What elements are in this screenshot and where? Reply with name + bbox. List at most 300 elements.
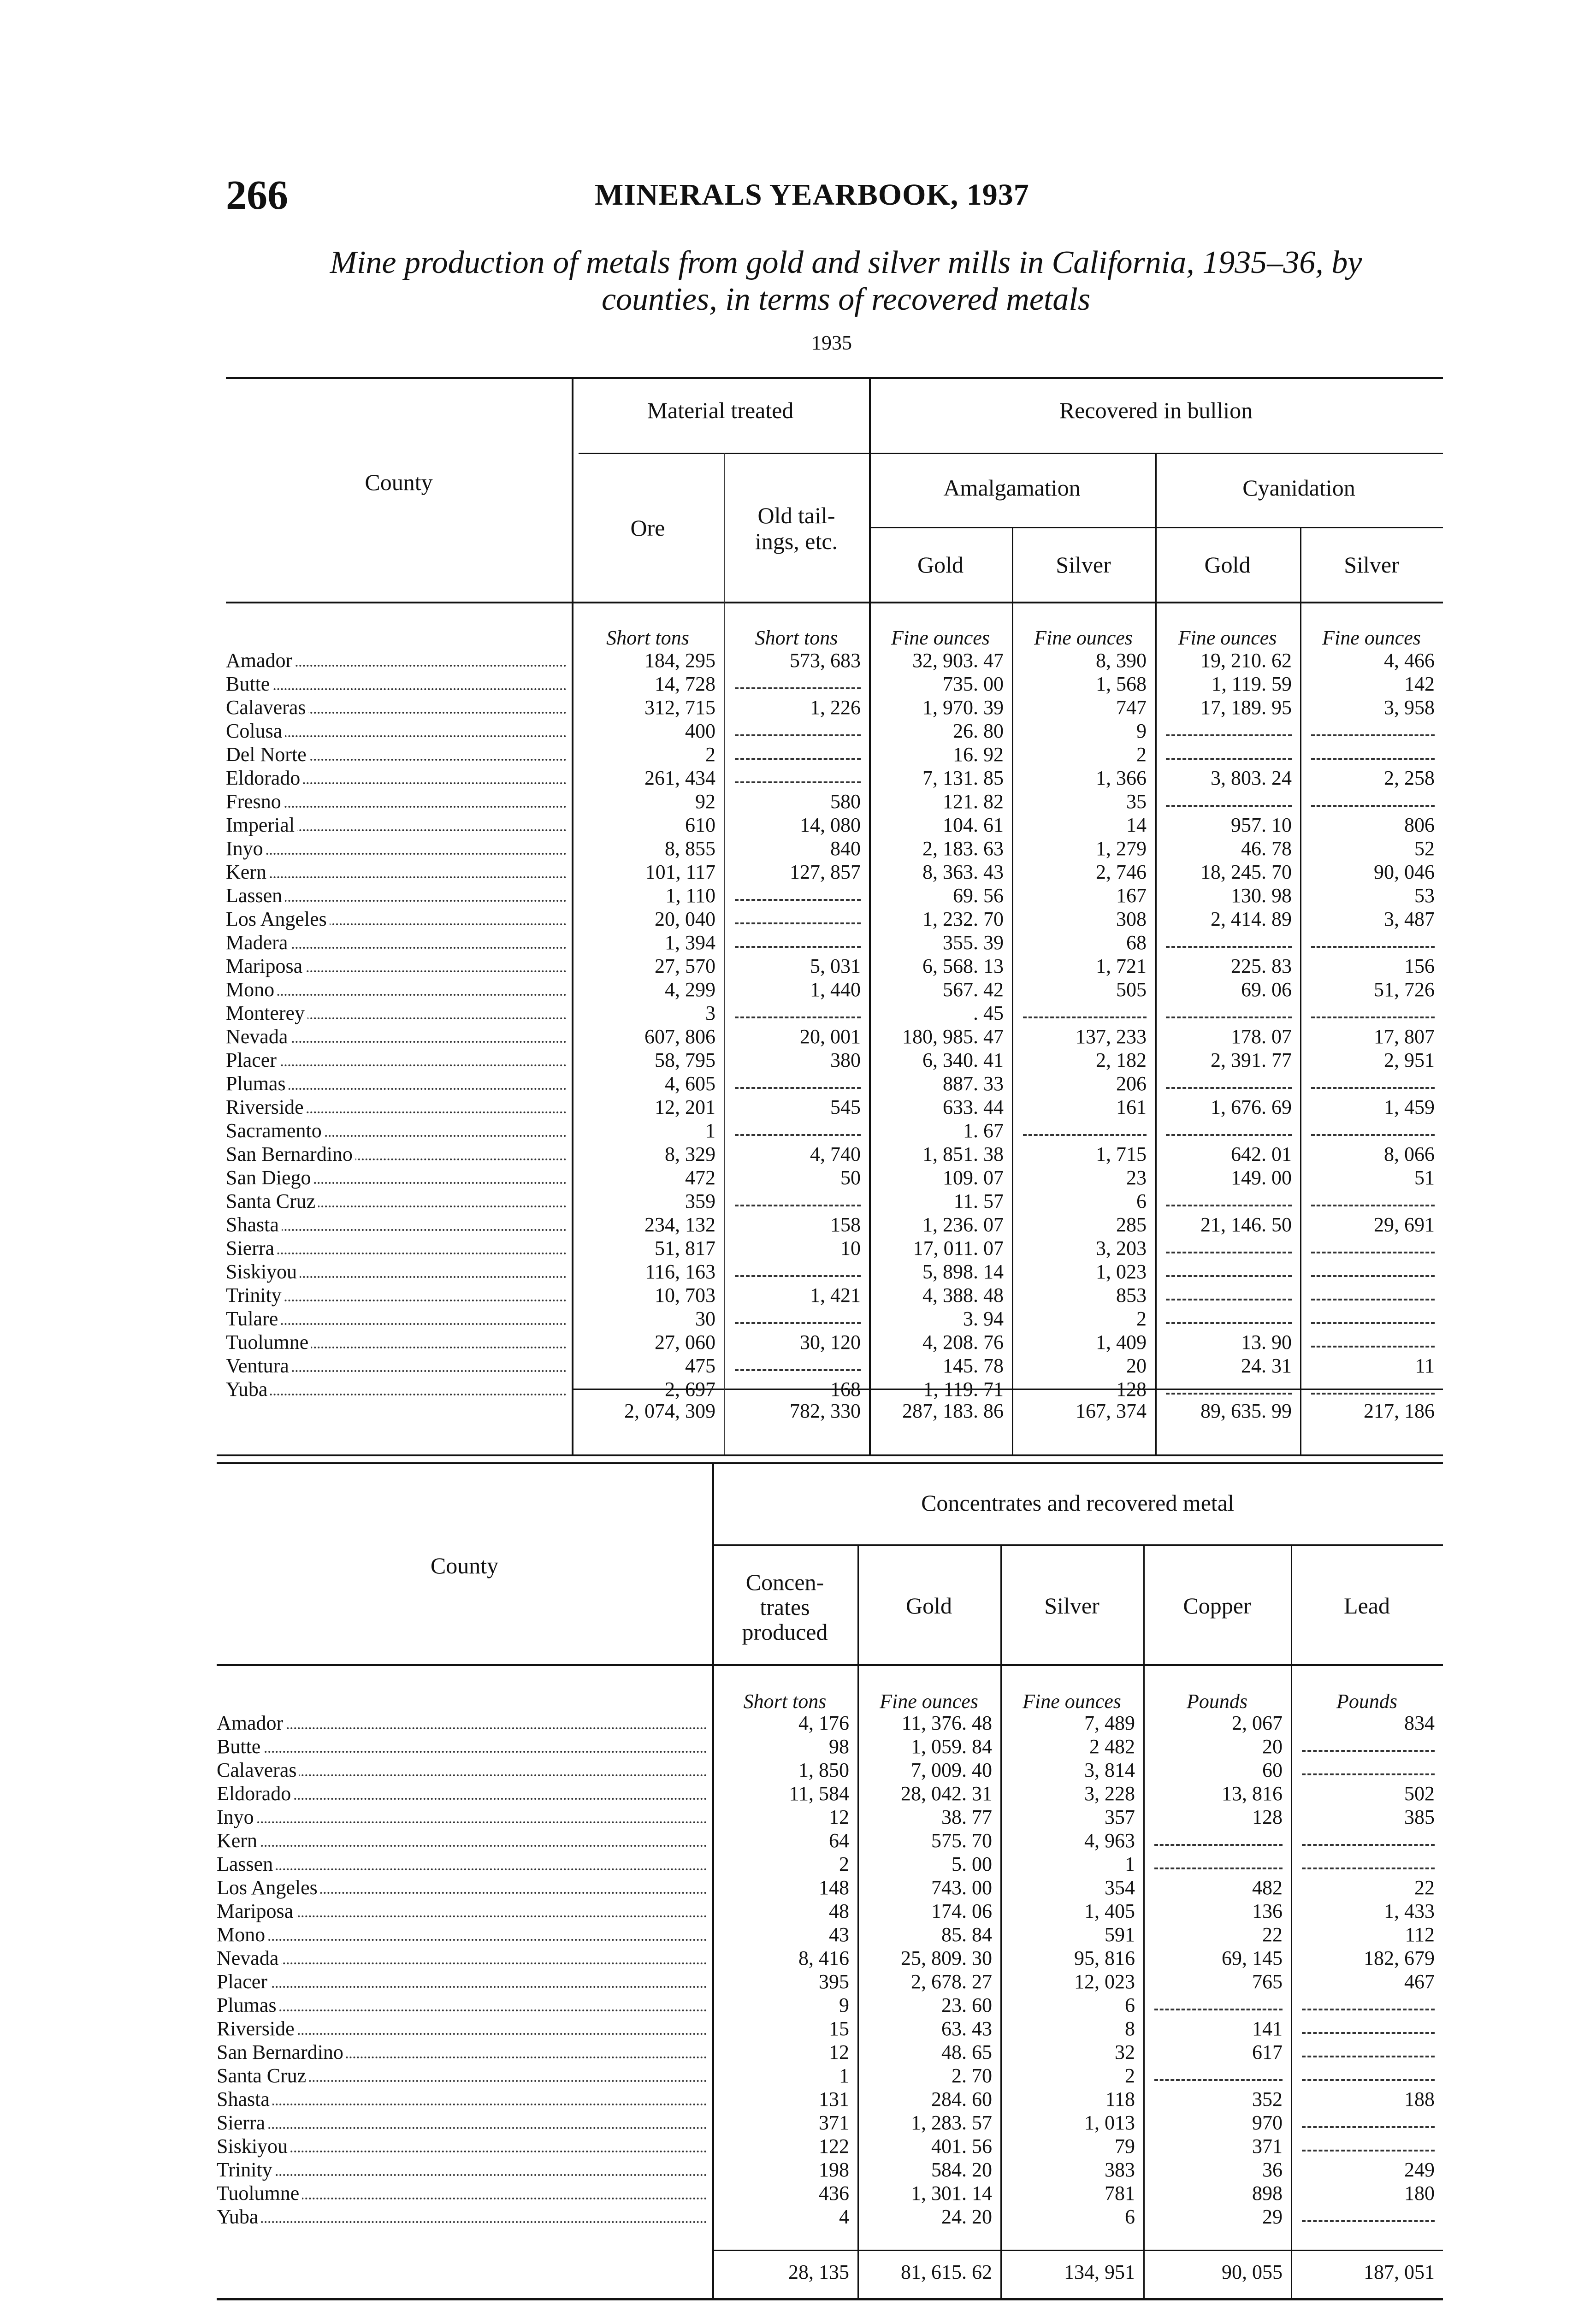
table2-header-rule <box>217 1664 1443 1666</box>
table1-cell-cy-silver: 29, 691 <box>1374 1213 1435 1236</box>
table2-county-name: Nevada <box>217 1947 281 1969</box>
table1-unit-am-gold: Fine ounces <box>891 626 990 649</box>
table1-cell-cy-silver: 3, 487 <box>1384 908 1435 930</box>
table1-row <box>226 837 1443 860</box>
table2-cell-copper: 141 <box>1252 2017 1283 2040</box>
table1-cell-old: 168 <box>830 1378 861 1401</box>
table2-cell-silver: 3, 228 <box>1084 1782 1135 1805</box>
table2-cell-silver: 6 <box>1125 2205 1135 2228</box>
table1-cell-ore: 101, 117 <box>645 861 715 883</box>
table1-county-cell <box>226 884 572 907</box>
table2-cell-copper: 29 <box>1262 2205 1283 2228</box>
table2-county-name: Los Angeles <box>217 1876 320 1899</box>
table1-county-name: Placer <box>226 1049 279 1071</box>
table1-cell-am-gold: 5, 898. 14 <box>922 1260 1004 1283</box>
table1-cell-am-silver: 505 <box>1116 978 1147 1001</box>
table2-cell-silver: 357 <box>1105 1806 1135 1828</box>
table1-cell-cy-gold: 2, 391. 77 <box>1211 1049 1292 1071</box>
table2-county-cell <box>217 1899 712 1923</box>
table2-cell-gold: 85. 84 <box>941 1923 992 1946</box>
table1-cell-cy-gold <box>1155 1119 1300 1142</box>
table2-cell-gold: 401. 56 <box>931 2135 992 2157</box>
table2-county-name: Inyo <box>217 1806 257 1828</box>
table1-cell-cy-silver: 52 <box>1414 837 1435 860</box>
table2-cell-lead: 467 <box>1404 1970 1435 1993</box>
table1-cell-am-gold: 11. 57 <box>953 1190 1004 1212</box>
table1-cell-old: 14, 080 <box>800 814 861 836</box>
table1-cell-am-gold: 1, 236. 07 <box>922 1213 1004 1236</box>
table1-row <box>226 1283 1443 1307</box>
table2-cell-silver: 781 <box>1105 2182 1135 2205</box>
table2-county-name: San Bernardino <box>217 2041 346 2063</box>
table2-cell-lead: 112 <box>1405 1923 1435 1946</box>
table-title <box>228 244 1464 318</box>
table1-cell-am-silver: 2 <box>1136 743 1147 766</box>
table2-county-cell <box>217 1711 712 1735</box>
table1-header-rule <box>226 602 1443 603</box>
table2-county-cell <box>217 1946 712 1970</box>
table1-cell-cy-gold: 24. 31 <box>1241 1354 1292 1377</box>
table2-cell-silver: 354 <box>1105 1876 1135 1899</box>
table1-county-name: Calaveras <box>226 696 308 719</box>
table1-bottom-rule-1 <box>217 1454 1443 1456</box>
table2-row <box>217 1946 1443 1970</box>
table1-county-cell <box>226 813 572 837</box>
table1-unit-am-silver: Fine ounces <box>1034 626 1133 649</box>
table1-cell-cy-gold <box>1155 1283 1300 1307</box>
table1-cell-am-gold: 567. 42 <box>943 978 1004 1001</box>
table2-county-cell <box>217 1876 712 1899</box>
table1-cell-am-silver: 8, 390 <box>1096 649 1147 672</box>
table2-row <box>217 2017 1443 2040</box>
table1-county-cell <box>226 1236 572 1260</box>
table1-cell-am-silver: 1, 409 <box>1096 1331 1147 1353</box>
table2-county-name: Mono <box>217 1923 268 1946</box>
table1-cell-cy-silver: 2, 951 <box>1384 1049 1435 1071</box>
table2-cell-lead <box>1291 1852 1443 1876</box>
table1-cell-old <box>724 766 869 790</box>
table1-cell-cy-silver: 3, 958 <box>1384 696 1435 719</box>
table1-cell-cy-gold: 69. 06 <box>1241 978 1292 1001</box>
table2-header-county: County <box>430 1553 499 1578</box>
table2-cell-lead: 834 <box>1404 1712 1435 1734</box>
table2-cell-conc: 48 <box>829 1900 849 1922</box>
table1-row <box>226 1354 1443 1377</box>
table1-cell-am-silver: 167 <box>1116 884 1147 907</box>
table2-cell-lead <box>1291 1735 1443 1758</box>
table1-county-cell <box>226 907 572 931</box>
table2-cell-lead <box>1291 1829 1443 1852</box>
table1-cell-ore: 12, 201 <box>655 1096 715 1118</box>
table1-county-name: Lassen <box>226 884 285 907</box>
table1-total-cy-gold: 89, 635. 99 <box>1200 1400 1292 1422</box>
table2-cell-lead <box>1291 2017 1443 2040</box>
table1-total-ore: 2, 074, 309 <box>624 1400 715 1422</box>
table1-row <box>226 1260 1443 1283</box>
table2-group-rule <box>712 1544 1443 1546</box>
table1-cell-cy-silver <box>1300 1236 1443 1260</box>
table2-row <box>217 2111 1443 2134</box>
table1-county-name: Del Norte <box>226 743 309 766</box>
table2-county-cell <box>217 1923 712 1946</box>
table1-cell-ore: 20, 040 <box>655 908 715 930</box>
table2-cell-lead: 188 <box>1404 2088 1435 2110</box>
table1-cell-cy-silver: 53 <box>1414 884 1435 907</box>
table2-row <box>217 1993 1443 2017</box>
table1-cell-old <box>724 1001 869 1025</box>
table2-header-group: Concentrates and recovered metal <box>921 1490 1234 1516</box>
table2-cell-silver: 8 <box>1125 2017 1135 2040</box>
table1-cell-ore: 116, 163 <box>645 1260 715 1283</box>
table1-cell-am-gold: 1, 119. 71 <box>923 1378 1004 1401</box>
table1-county-name: Amador <box>226 649 295 672</box>
table1-county-cell <box>226 743 572 766</box>
table1-cell-ore: 261, 434 <box>644 767 715 789</box>
table1-cell-cy-gold <box>1155 1236 1300 1260</box>
table1-top-rule <box>226 377 1443 379</box>
table1-cell-am-gold: 17, 011. 07 <box>913 1237 1004 1259</box>
table2-cell-conc: 15 <box>829 2017 849 2040</box>
table1-cell-cy-silver: 8, 066 <box>1384 1143 1435 1165</box>
table2-cell-lead <box>1291 2064 1443 2087</box>
table2-row <box>217 1805 1443 1829</box>
table1-row <box>226 649 1443 672</box>
table2-cell-conc: 98 <box>829 1735 849 1758</box>
table1-header-am-gold: Gold <box>917 552 964 578</box>
table1-cell-am-silver: 2 <box>1136 1307 1147 1330</box>
table2-cell-lead: 180 <box>1404 2182 1435 2205</box>
table1-county-cell <box>226 790 572 813</box>
table1-cell-cy-silver <box>1300 1307 1443 1330</box>
table2-total-label <box>217 2260 712 2284</box>
table1-cell-am-silver: 308 <box>1116 908 1147 930</box>
table2-cell-silver: 7, 489 <box>1084 1712 1135 1734</box>
table1-bottom-rule-2 <box>217 1462 1443 1464</box>
table2-cell-copper: 22 <box>1262 1923 1283 1946</box>
table1-cell-cy-gold <box>1155 790 1300 813</box>
table1-cell-am-silver: 747 <box>1116 696 1147 719</box>
table1-row <box>226 978 1443 1001</box>
table1-cell-old: 50 <box>840 1166 861 1189</box>
table2-cell-lead: 1, 433 <box>1384 1900 1435 1922</box>
table1-cell-am-gold: 69. 56 <box>953 884 1004 907</box>
table1-cell-ore: 472 <box>685 1166 715 1189</box>
table1-cell-am-gold: 1, 232. 70 <box>922 908 1004 930</box>
table1-header-old-tailings-l1: Old tail- <box>757 502 835 528</box>
table2-cell-lead <box>1291 1758 1443 1782</box>
table1-county-name: Riverside <box>226 1096 307 1118</box>
table2-cell-conc: 4 <box>839 2205 849 2228</box>
table1-cell-cy-gold: 17, 189. 95 <box>1200 696 1292 719</box>
table1-cell-cy-silver <box>1300 1189 1443 1213</box>
table2-county-name: Sierra <box>217 2111 268 2134</box>
table1-cell-cy-gold <box>1155 1377 1300 1401</box>
table2-cell-conc: 198 <box>819 2158 849 2181</box>
table1-cell-cy-silver <box>1300 743 1443 766</box>
table1-cell-cy-gold: 225. 83 <box>1231 955 1292 977</box>
table1-county-name: Colusa <box>226 720 285 742</box>
table1-county-cell <box>226 1095 572 1119</box>
table1-cell-am-gold: 1. 67 <box>963 1119 1004 1142</box>
table1-cell-cy-gold <box>1155 1072 1300 1095</box>
table2-row <box>217 1852 1443 1876</box>
table2-header-gold: Gold <box>906 1593 952 1619</box>
table1-header-material-treated: Material treated <box>647 397 794 423</box>
table2-cell-conc: 2 <box>839 1853 849 1875</box>
table1-unit-old: Short tons <box>755 626 838 649</box>
table2-cell-copper: 60 <box>1262 1759 1283 1781</box>
table2-unit-lead: Pounds <box>1336 1690 1397 1713</box>
table1-cell-old <box>724 1189 869 1213</box>
table1-cell-old <box>724 719 869 743</box>
table2-cell-gold: 584. 20 <box>931 2158 992 2181</box>
table2-cell-gold: 575. 70 <box>931 1829 992 1852</box>
table2-total-gold: 81, 615. 62 <box>901 2261 992 2283</box>
table1-cell-am-silver <box>1012 1001 1155 1025</box>
table2-cell-silver: 383 <box>1105 2158 1135 2181</box>
table2-cell-silver: 6 <box>1125 1994 1135 2016</box>
table1-cell-am-gold: 887. 33 <box>943 1072 1004 1095</box>
table1-cell-old: 4, 740 <box>810 1143 861 1165</box>
table1-county-cell <box>226 1119 572 1142</box>
table2-cell-conc: 9 <box>839 1994 849 2016</box>
table2-cell-gold: 38. 77 <box>941 1806 992 1828</box>
table2-cell-copper: 352 <box>1252 2088 1283 2110</box>
table1-county-name: Trinity <box>226 1284 284 1306</box>
table1-cell-cy-gold: 957. 10 <box>1231 814 1292 836</box>
table1-cell-cy-silver: 17, 807 <box>1374 1025 1435 1048</box>
table1-county-name: Mono <box>226 978 277 1001</box>
table1-unit-cy-silver: Fine ounces <box>1322 626 1421 649</box>
table1-cell-ore: 610 <box>685 814 715 836</box>
table1-cell-am-gold: 121. 82 <box>943 790 1004 813</box>
table2-cell-copper: 20 <box>1262 1735 1283 1758</box>
table1-cell-cy-gold: 1, 676. 69 <box>1211 1096 1292 1118</box>
table1-cell-cy-silver: 51, 726 <box>1374 978 1435 1001</box>
table1-cell-am-gold: 16. 92 <box>953 743 1004 766</box>
table1-county-name: Imperial <box>226 814 297 836</box>
table2-row <box>217 2040 1443 2064</box>
table1-county-name: Siskiyou <box>226 1260 300 1283</box>
table2-total-row <box>217 2260 1443 2284</box>
table1-cell-cy-gold: 1, 119. 59 <box>1211 673 1292 695</box>
table1-cell-am-gold: 180, 985. 47 <box>902 1025 1004 1048</box>
table1-cell-ore: 312, 715 <box>644 696 715 719</box>
table1-county-name: Los Angeles <box>226 908 330 930</box>
table2-cell-copper: 128 <box>1252 1806 1283 1828</box>
table1-cell-am-silver: 1, 715 <box>1096 1143 1147 1165</box>
table2-cell-conc: 371 <box>819 2111 849 2134</box>
table1-row <box>226 1048 1443 1072</box>
table2-cell-copper: 2, 067 <box>1232 1712 1283 1734</box>
table2-row <box>217 1829 1443 1852</box>
table1-county-cell <box>226 978 572 1001</box>
table2-cell-copper: 970 <box>1252 2111 1283 2134</box>
table2-cell-silver: 2 <box>1125 2064 1135 2087</box>
table1-county-cell <box>226 1260 572 1283</box>
table2-county-name: Lassen <box>217 1853 276 1875</box>
table2-county-name: Siskiyou <box>217 2135 290 2157</box>
table1-cell-old: 580 <box>830 790 861 813</box>
table1-cell-cy-silver <box>1300 931 1443 954</box>
table1-cell-ore: 14, 728 <box>655 673 715 695</box>
table2-cell-lead: 249 <box>1404 2158 1435 2181</box>
table1-cell-cy-gold: 642. 01 <box>1231 1143 1292 1165</box>
table2-cell-gold: 48. 65 <box>941 2041 992 2063</box>
table1-cell-old: 158 <box>830 1213 861 1236</box>
table1-cell-ore: 92 <box>695 790 715 813</box>
table1-cell-old <box>724 1119 869 1142</box>
table2-cell-silver: 2 482 <box>1089 1735 1135 1758</box>
table1-cell-ore: 234, 132 <box>644 1213 715 1236</box>
table2-county-name: Plumas <box>217 1994 279 2016</box>
table2-cell-gold: 1, 059. 84 <box>911 1735 992 1758</box>
table2-cell-conc: 4, 176 <box>798 1712 849 1734</box>
table1-cell-old <box>724 907 869 931</box>
table2-cell-conc: 131 <box>819 2088 849 2110</box>
table1-county-cell <box>226 1048 572 1072</box>
table1-unit-ore: Short tons <box>606 626 689 649</box>
table1-county-name: Madera <box>226 931 290 954</box>
table2-cell-conc: 1, 850 <box>798 1759 849 1781</box>
table2-header-concentrates <box>712 1570 857 1644</box>
table1-cell-ore: 51, 817 <box>655 1237 715 1259</box>
table1-cell-old: 1, 440 <box>810 978 861 1001</box>
table1-row <box>226 1001 1443 1025</box>
table1-cell-cy-gold: 3, 803. 24 <box>1211 767 1292 789</box>
table1-cell-am-gold: 3. 94 <box>963 1307 1004 1330</box>
table2-cell-copper: 765 <box>1252 1970 1283 1993</box>
table1-cell-cy-gold: 18, 245. 70 <box>1200 861 1292 883</box>
table1-row <box>226 1377 1443 1401</box>
table1-cell-am-silver: 285 <box>1116 1213 1147 1236</box>
table1-cell-ore: 607, 806 <box>644 1025 715 1048</box>
table1-cell-old: 380 <box>830 1049 861 1071</box>
table1-county-cell <box>226 1330 572 1354</box>
table2-body <box>217 1711 1443 2228</box>
table1-county-name: Tulare <box>226 1307 281 1330</box>
table2-row <box>217 2087 1443 2111</box>
table1-cell-cy-silver: 142 <box>1404 673 1435 695</box>
table2-cell-gold: 11, 376. 48 <box>901 1712 992 1734</box>
table2-cell-silver: 1, 405 <box>1084 1900 1135 1922</box>
table1-cell-am-silver: 68 <box>1126 931 1147 954</box>
table2-cell-gold: 7, 009. 40 <box>911 1759 992 1781</box>
table1-totals <box>226 1399 1443 1423</box>
table1-cell-cy-silver: 4, 466 <box>1384 649 1435 672</box>
table2-county-cell <box>217 1805 712 1829</box>
table1-row <box>226 813 1443 837</box>
table1-cell-am-gold: 6, 340. 41 <box>922 1049 1004 1071</box>
table2-county-cell <box>217 2087 712 2111</box>
table2-row <box>217 2181 1443 2205</box>
table1-cell-am-silver: 161 <box>1116 1096 1147 1118</box>
table2-county-cell <box>217 1758 712 1782</box>
table1-row <box>226 1330 1443 1354</box>
table1-row <box>226 1025 1443 1048</box>
table1-row <box>226 1095 1443 1119</box>
table1-cell-am-silver: 35 <box>1126 790 1147 813</box>
table1-county-name: Tuolumne <box>226 1331 311 1353</box>
table1-cell-ore: 3 <box>705 1002 715 1024</box>
table1-county-name: Mariposa <box>226 955 305 977</box>
table1-cell-am-gold: 145. 78 <box>943 1354 1004 1377</box>
table1-cell-old: 5, 031 <box>810 955 861 977</box>
table2-cell-silver: 12, 023 <box>1074 1970 1135 1993</box>
table1-county-cell <box>226 1025 572 1048</box>
table1-cell-cy-silver: 156 <box>1404 955 1435 977</box>
table2-county-name: Trinity <box>217 2158 275 2181</box>
table2-row <box>217 2158 1443 2181</box>
table2-county-cell <box>217 2205 712 2228</box>
table2-row <box>217 2064 1443 2087</box>
table1-cell-cy-gold: 21, 146. 50 <box>1200 1213 1292 1236</box>
table1-cell-cy-gold <box>1155 931 1300 954</box>
table2-cell-copper: 36 <box>1262 2158 1283 2181</box>
table1-header-old-tailings <box>724 502 869 554</box>
table1-row <box>226 1213 1443 1236</box>
table1-county-cell <box>226 1377 572 1401</box>
table1-cell-am-gold: 8, 363. 43 <box>922 861 1004 883</box>
table1-cell-ore: 184, 295 <box>644 649 715 672</box>
table1-cell-old <box>724 1354 869 1377</box>
table1-county-cell <box>226 954 572 978</box>
table2-county-cell <box>217 1735 712 1758</box>
table2-cell-lead: 182, 679 <box>1364 1947 1435 1969</box>
table1-header-cy-gold: Gold <box>1204 552 1251 578</box>
table2-county-cell <box>217 1970 712 1993</box>
table2-unit-conc: Short tons <box>743 1690 827 1713</box>
table1-cell-old: 127, 857 <box>790 861 861 883</box>
table2-row <box>217 1899 1443 1923</box>
table1-cell-cy-gold: 130. 98 <box>1231 884 1292 907</box>
table2-total-silver: 134, 951 <box>1064 2261 1135 2283</box>
table1-header-ore: Ore <box>630 515 665 541</box>
table2-cell-conc: 148 <box>819 1876 849 1899</box>
table2-cell-lead: 385 <box>1404 1806 1435 1828</box>
table1-cell-old <box>724 1307 869 1330</box>
table1-cell-am-gold: 6, 568. 13 <box>922 955 1004 977</box>
table1-county-cell <box>226 837 572 860</box>
table1-county-name: Nevada <box>226 1025 290 1048</box>
table2-cell-silver: 591 <box>1105 1923 1135 1946</box>
table1-county-cell <box>226 860 572 884</box>
table1-cell-am-gold: 26. 80 <box>953 720 1004 742</box>
table1-county-name: Sierra <box>226 1237 277 1259</box>
table2-totals <box>217 2260 1443 2284</box>
table2-cell-gold: 284. 60 <box>931 2088 992 2110</box>
table1-row <box>226 1119 1443 1142</box>
table1-body <box>226 649 1443 1401</box>
table1-cell-ore: 8, 329 <box>665 1143 715 1165</box>
table1-cell-am-gold: 2, 183. 63 <box>922 837 1004 860</box>
table2-cell-gold: 2. 70 <box>952 2064 992 2087</box>
table2-bottom-rule <box>217 2298 1443 2300</box>
table1-cell-old: 840 <box>830 837 861 860</box>
table1-row <box>226 1189 1443 1213</box>
table1-cell-cy-gold: 19, 210. 62 <box>1200 649 1292 672</box>
table1-county-cell <box>226 1283 572 1307</box>
table1-county-name: Yuba <box>226 1378 270 1401</box>
table2-cell-conc: 395 <box>819 1970 849 1993</box>
table1-cell-am-silver: 3, 203 <box>1096 1237 1147 1259</box>
table2-row <box>217 1782 1443 1805</box>
table2-cell-copper: 136 <box>1252 1900 1283 1922</box>
table1-header-recovered-in-bullion: Recovered in bullion <box>1059 397 1253 423</box>
table1-cell-am-silver: 1, 279 <box>1096 837 1147 860</box>
table1-cell-am-gold: 355. 39 <box>943 931 1004 954</box>
table1-cell-old: 1, 421 <box>810 1284 861 1306</box>
